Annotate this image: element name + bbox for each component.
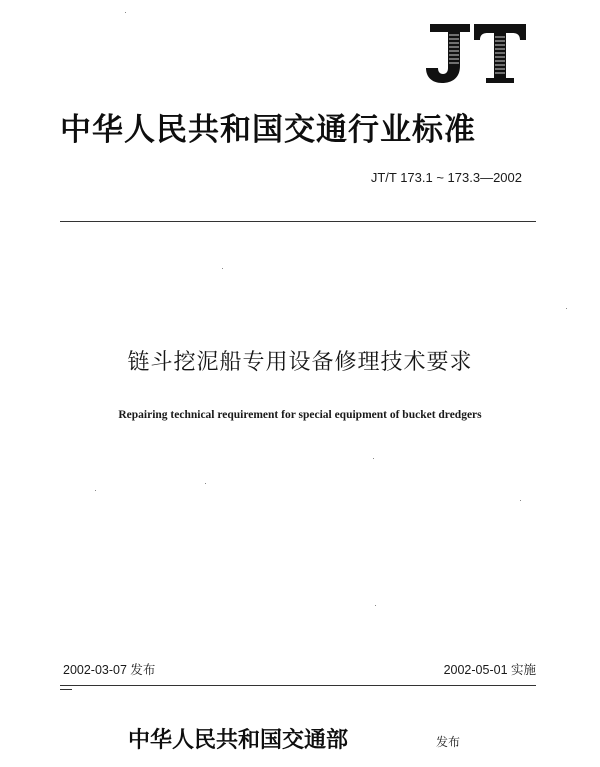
document-title-cn: 链斗挖泥船专用设备修理技术要求	[127, 350, 473, 375]
jt-logo	[420, 20, 530, 86]
scan-speck	[566, 308, 567, 309]
publish-label: 发布	[436, 735, 461, 749]
issuer-title: 中华人民共和国交通行业标准	[60, 112, 476, 148]
document-title-en: Repairing technical requirement for special equipment of bucket dredgers	[118, 409, 482, 421]
scan-speck	[95, 490, 96, 491]
scan-speck	[222, 268, 223, 269]
publisher-name: 中华人民共和国交通部	[128, 727, 349, 753]
jt-logo-icon	[420, 20, 530, 86]
scan-speck	[373, 458, 374, 459]
scan-speck	[375, 605, 376, 606]
scan-speck	[125, 12, 126, 13]
top-divider	[60, 221, 536, 222]
bottom-divider-mark	[60, 689, 72, 690]
scan-speck	[520, 500, 521, 501]
issue-date: 2002-03-07 发布	[63, 663, 156, 677]
effective-date: 2002-05-01 实施	[443, 663, 536, 677]
bottom-divider	[60, 685, 536, 686]
scan-speck	[205, 483, 206, 484]
standard-code: JT/T 173.1 ~ 173.3—2002	[370, 170, 522, 185]
